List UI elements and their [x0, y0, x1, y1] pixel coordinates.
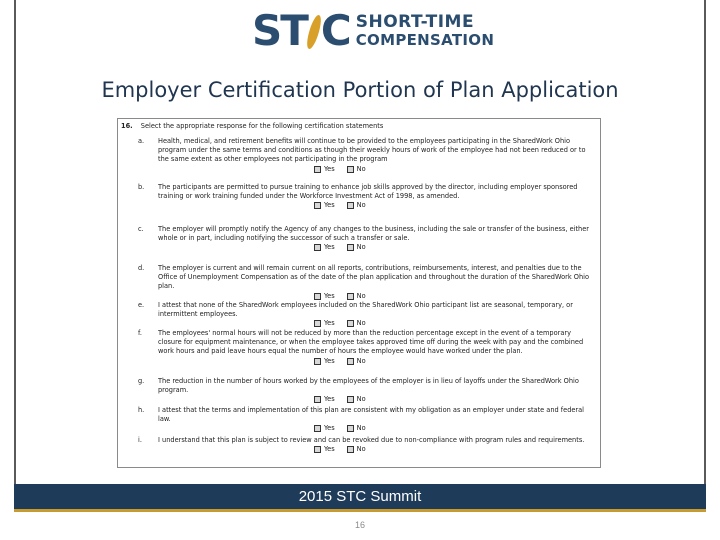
no-label: No [356, 243, 366, 252]
no-label: No [356, 356, 366, 365]
logo-line1: SHORT-TIME [355, 12, 475, 32]
logo-swoosh-icon [303, 15, 324, 49]
no-label: No [356, 201, 366, 210]
yes-checkbox[interactable] [314, 166, 321, 173]
statement-text: I attest that the terms and implementation of this plan are consistent with my obligation as an employer under state and federal law. [158, 406, 585, 424]
statement-letter: c. [138, 225, 144, 233]
yes-label: Yes [324, 319, 335, 328]
yes-checkbox[interactable] [314, 293, 321, 300]
statement-b [138, 183, 596, 210]
statement-text: I understand that this plan is subject to review and can be revoked due to non-compliance with program rules and requirements. [158, 436, 585, 444]
question-header [121, 122, 383, 130]
no-checkbox[interactable] [347, 202, 354, 209]
statement-i [138, 436, 596, 454]
logo-mark: ST C [252, 6, 350, 55]
no-checkbox[interactable] [347, 358, 354, 365]
yes-label: Yes [324, 201, 335, 210]
question-number: 16. [121, 122, 133, 130]
statement-c [138, 225, 596, 252]
no-label: No [356, 319, 366, 328]
stc-logo [252, 8, 494, 54]
statement-text: Health, medical, and retirement benefits will continue to be provided to the employees participating in the SharedWork Ohio program under the same terms and conditions as though their weekly hours of work of the employee had not been reduced or to the same extent as other employees not participating in the program [158, 137, 586, 164]
statement-text: The reduction in the number of hours worked by the employees of the employer is in lieu of layoffs under the SharedWork Ohio program. [158, 377, 579, 395]
statement-letter: b. [138, 183, 145, 191]
yes-checkbox[interactable] [314, 320, 321, 327]
logo-line2: COMPENSATION [355, 31, 495, 49]
yes-checkbox[interactable] [314, 244, 321, 251]
yes-checkbox[interactable] [314, 202, 321, 209]
yes-label: Yes [324, 243, 335, 252]
footer-title: 2015 STC Summit [298, 488, 422, 505]
yes-label: Yes [324, 164, 335, 173]
statement-text: The participants are permitted to pursue training to enhance job skills approved by the director, including employer sponsored training or work training funded under the Workforce Investment Act of 1998, as amended. [158, 183, 578, 201]
no-label: No [356, 424, 366, 433]
no-checkbox[interactable] [347, 396, 354, 403]
statement-f [138, 329, 596, 366]
yes-no-options [314, 243, 596, 252]
no-label: No [356, 445, 366, 454]
statement-text: The employer will promptly notify the Agency of any changes to the business, including the sale or transfer of the business, either whole or in part, including notifying the successor of such a transfer or sale. [158, 225, 589, 243]
statement-letter: d. [138, 264, 145, 272]
statement-g [138, 377, 596, 404]
yes-label: Yes [324, 395, 335, 404]
statement-text: I attest that none of the SharedWork employees included on the SharedWork Ohio participant list are seasonal, temporary, or intermittent employees. [158, 301, 573, 319]
yes-no-options [314, 395, 596, 404]
statement-letter: e. [138, 301, 145, 309]
yes-no-options [314, 424, 596, 433]
statement-a [138, 137, 596, 174]
no-checkbox[interactable] [347, 244, 354, 251]
no-checkbox[interactable] [347, 446, 354, 453]
yes-label: Yes [324, 291, 335, 300]
yes-label: Yes [324, 356, 335, 365]
page-number: 16 [354, 520, 365, 530]
statement-letter: f. [138, 329, 142, 337]
yes-no-options [314, 445, 596, 454]
no-checkbox[interactable] [347, 293, 354, 300]
yes-checkbox[interactable] [314, 446, 321, 453]
statement-text: The employees' normal hours will not be reduced by more than the reduction percentage except in the event of a temporary closure for equipment maintenance, or when the employee takes approved time off during the week with pay and the combined work hours and paid leave hours equal the number of hours the employee would have worked under the plan. [158, 329, 584, 356]
statement-d [138, 264, 596, 301]
no-label: No [356, 291, 366, 300]
yes-no-options [314, 201, 596, 210]
yes-checkbox[interactable] [314, 358, 321, 365]
statement-letter: a. [138, 137, 145, 145]
no-label: No [356, 164, 366, 173]
question-text: Select the appropriate response for the following certification statements [140, 122, 384, 130]
yes-checkbox[interactable] [314, 425, 321, 432]
statement-h [138, 406, 596, 433]
slide-title: Employer Certification Portion of Plan Application [101, 78, 619, 102]
yes-no-options [314, 292, 596, 301]
no-label: No [356, 395, 366, 404]
no-checkbox[interactable] [347, 425, 354, 432]
statement-letter: g. [138, 377, 145, 385]
statement-text: The employer is current and will remain current on all reports, contributions, reimbursements, interest, and penalties due to the Office of Unemployment Compensation as of the date of the plan application and throughout the duration of the SharedWork Ohio plan. [158, 264, 590, 291]
yes-checkbox[interactable] [314, 396, 321, 403]
logo-wordmark [356, 13, 494, 49]
no-checkbox[interactable] [347, 320, 354, 327]
yes-no-options [314, 165, 596, 174]
no-checkbox[interactable] [347, 166, 354, 173]
yes-label: Yes [324, 445, 335, 454]
yes-no-options [314, 357, 596, 366]
yes-label: Yes [324, 424, 335, 433]
statement-letter: i. [138, 436, 142, 444]
yes-no-options [314, 319, 596, 328]
certification-form [117, 118, 601, 468]
statement-letter: h. [138, 406, 145, 414]
statement-e [138, 301, 596, 328]
